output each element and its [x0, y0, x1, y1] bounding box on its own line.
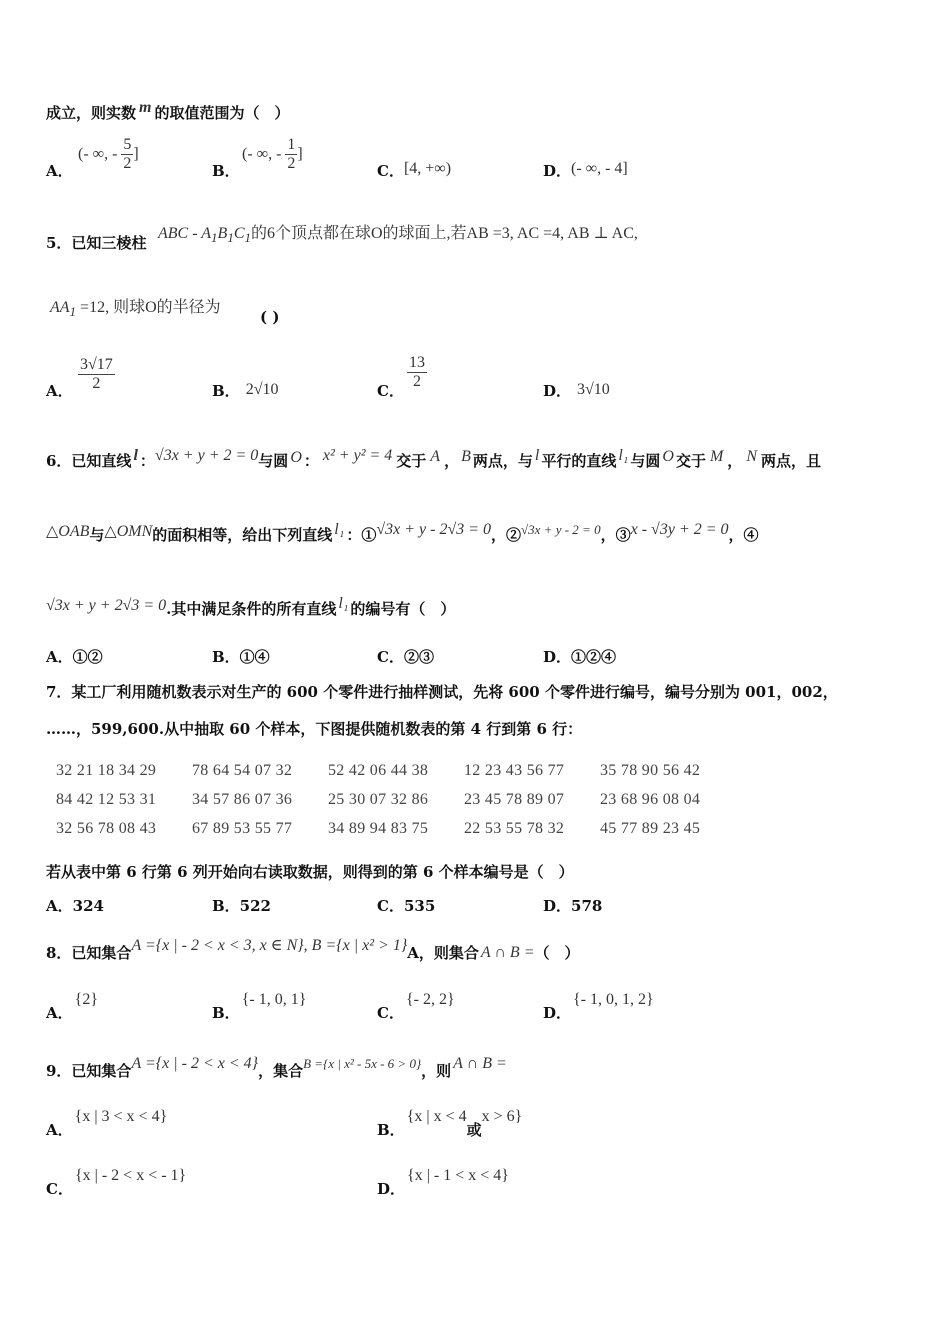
q4-stem — [46, 99, 290, 123]
q8-option-b[interactable] — [212, 991, 307, 1023]
q7-question: 若从表中第 6 行第 6 列开始向右读取数据，则得到的第 6 个样本编号是（ ） — [46, 863, 574, 881]
table-cell: 52 42 06 44 38 — [328, 761, 429, 779]
q6-text: 交于 — [675, 452, 706, 470]
q4-option-a[interactable] — [46, 160, 73, 181]
q5-option-b[interactable] — [212, 380, 278, 401]
option-math: (- ∞, - 4] — [571, 160, 628, 177]
q4-stem-pre: 成立，则实数 — [46, 104, 137, 122]
q6-circle-o-ref: O — [662, 448, 674, 465]
q9-option-c[interactable] — [46, 1167, 187, 1199]
q5-option-a[interactable] — [46, 380, 73, 401]
frac-num: 3√17 — [78, 356, 115, 375]
q6-eq-3: x - √3y + 2 = 0 — [630, 521, 729, 538]
q8-option-a[interactable] — [46, 991, 98, 1023]
q6-line1: 6．已知直线 l ：√3x + y + 2 = 0与圆 O ： x² + y² = 4 交于 A ， B 两点，与 l 平行的直线 l₁ 与圆 O 交于 M ， N 两点，且 — [46, 447, 821, 470]
q5-stem-line1: ABC - $A_1B_1C_1$的6个顶点都在球O的球面上,若AB =3, AC =4, AB ⊥ AC, — [158, 225, 638, 245]
q4-stem-post: 的取值范围为（ ） — [154, 104, 290, 122]
table-cell: 12 23 43 56 77 — [464, 761, 565, 779]
option-label: C． — [377, 162, 404, 180]
q5-number: 5．已知三棱柱 — [46, 234, 147, 252]
q6-line3 — [46, 595, 456, 619]
q9-set-b: B ={x | x² - 5x - 6 > 0} — [303, 1056, 422, 1071]
q4-option-b[interactable] — [212, 160, 240, 181]
frac-num: 5 — [121, 136, 133, 155]
q6-eq-1: √3x + y - 2√3 = 0 — [376, 521, 492, 538]
table-cell: 45 77 89 23 45 — [600, 819, 701, 837]
q9-stem — [46, 1055, 507, 1081]
q5-prism: ABC - A — [158, 225, 212, 242]
table-cell: 22 53 55 78 32 — [464, 819, 565, 837]
option-label: A． — [46, 1121, 73, 1139]
option-or: 或 — [466, 1121, 482, 1139]
frac-num: 1 — [285, 136, 297, 155]
q6-line-l1: l₁ — [618, 447, 629, 464]
frac-den: 2 — [123, 155, 132, 173]
q5-aa1: AA — [50, 299, 70, 316]
q8-set-b: {x | x² > 1} — [336, 937, 408, 954]
q6-line-l1-ref: l₁ — [334, 521, 345, 538]
table-cell: 34 89 94 83 75 — [328, 819, 429, 837]
q4-option-c[interactable] — [377, 160, 451, 181]
interval-close: ] — [133, 145, 139, 163]
q8-text: A，则集合 — [407, 944, 479, 962]
q9-option-b[interactable] — [377, 1108, 523, 1140]
q6-option-d[interactable]: D．①②④ — [543, 648, 617, 666]
q7-line1: 7．某工厂利用随机数表示对生产的 600 个零件进行抽样测试，先将 600 个零件进行编号，编号分别为 001，002， — [46, 683, 838, 701]
q6-text: 与圆 — [630, 452, 661, 470]
q9-set-a: A ={x | - 2 < x < 4} — [131, 1055, 259, 1072]
q6-text: 的编号有（ ） — [350, 600, 456, 618]
q8-intersection: A ∩ B = — [480, 944, 535, 961]
table-cell: 78 64 54 07 32 — [192, 761, 293, 779]
option-math: {- 2, 2} — [405, 991, 455, 1008]
q7-option-c[interactable]: C．535 — [377, 897, 436, 915]
q6-text: ，② — [491, 526, 522, 544]
q6-line-l-ref: l — [534, 447, 540, 464]
option-math: {- 1, 0, 1} — [241, 991, 307, 1008]
q6-option-a[interactable]: A．①② — [46, 648, 103, 666]
q4-var-m: m — [139, 99, 152, 116]
option-math: {2} — [74, 991, 98, 1008]
random-number-table — [56, 756, 736, 843]
q9-text: ，则 — [421, 1062, 452, 1080]
option-label: A． — [46, 162, 73, 180]
option-label: B． — [212, 162, 240, 180]
q6-text: 的面积相等，给出下列直线 — [152, 526, 333, 544]
table-cell: 23 68 96 08 04 — [600, 790, 701, 808]
q6-text: ：① — [346, 526, 377, 544]
option-math: 2√10 — [245, 381, 279, 398]
q7-option-a[interactable]: A．324 — [46, 897, 104, 915]
q6-eq-4: √3x + y + 2√3 = 0 — [46, 597, 167, 614]
q9-text: ，集合 — [258, 1062, 304, 1080]
q9-number: 9．已知集合 — [46, 1062, 132, 1080]
q6-text: ，③ — [600, 526, 631, 544]
option-label: C． — [46, 1180, 73, 1198]
table-cell: 35 78 90 56 42 — [600, 761, 701, 779]
table-cell: 67 89 53 55 77 — [192, 819, 293, 837]
table-cell: 23 45 78 89 07 — [464, 790, 565, 808]
option-label: C． — [377, 382, 404, 400]
interval-close: ] — [297, 145, 303, 163]
table-row — [56, 785, 736, 814]
table-row — [56, 814, 736, 843]
q6-option-b[interactable]: B．①④ — [212, 648, 270, 666]
q5-radius-question: =12, 则球O的半径为 — [76, 299, 221, 316]
q7-option-b[interactable]: B．522 — [212, 897, 271, 915]
q6-line-l: l — [133, 447, 138, 464]
interval-open: (- ∞, - — [78, 145, 118, 163]
table-row — [56, 756, 736, 785]
q4-option-a-math — [78, 136, 139, 174]
option-math: x > 6} — [481, 1108, 523, 1125]
q6-colon: ： — [139, 452, 155, 470]
q5-conditions: 的6个顶点都在球O的球面上,若AB =3, AC =4, AB ⊥ AC, — [250, 225, 638, 242]
q5-option-d[interactable] — [543, 380, 610, 401]
q6-eq-2: √3x + y - 2 = 0 — [521, 522, 601, 537]
q7-option-d[interactable]: D．578 — [543, 897, 603, 915]
q6-number: 6．已知直线 — [46, 452, 132, 470]
q6-text: 两点，且 — [760, 452, 821, 470]
q8-option-c[interactable] — [377, 991, 455, 1023]
option-label: B． — [212, 382, 240, 400]
table-cell: 32 56 78 08 43 — [56, 819, 157, 837]
q5-stem-line2: $AA_1 =12$, 则球O的半径为 — [50, 299, 221, 319]
q8-number: 8．已知集合 — [46, 944, 132, 962]
option-math: {- 1, 0, 1, 2} — [573, 991, 654, 1008]
option-math: 3√10 — [577, 381, 610, 398]
q6-triangle-omn: △OMN — [104, 523, 153, 540]
option-label: D． — [543, 382, 572, 400]
q6-eq-l: √3x + y + 2 = 0 — [154, 447, 259, 464]
q6-point-a: A — [430, 448, 441, 465]
option-label: B． — [212, 1004, 240, 1022]
option-math: {x | - 1 < x < 4} — [407, 1167, 509, 1184]
q6-text: 两点，与 — [472, 452, 533, 470]
q6-line-l1-ref2: l₁ — [338, 595, 349, 612]
q6-text: 与圆 — [258, 452, 289, 470]
q6-option-c[interactable]: C．②③ — [377, 648, 434, 666]
interval-open: (- ∞, - — [242, 145, 282, 163]
option-math: {x | 3 < x < 4} — [74, 1108, 168, 1125]
q5-option-a-math — [78, 356, 115, 394]
q6-text: 交于 — [396, 452, 427, 470]
q7-line2: ……，599,600.从中抽取 60 个样本，下图提供随机数表的第 4 行到第 6 行： — [46, 720, 583, 738]
option-math: {x | x < 4 — [406, 1108, 467, 1125]
frac-den: 2 — [92, 375, 101, 393]
q6-text: 平行的直线 — [541, 452, 617, 470]
q6-point-b: B — [461, 448, 471, 465]
q6-triangle-oab: △OAB — [46, 523, 90, 540]
q6-text: ，④ — [728, 526, 759, 544]
q5-option-c-math — [407, 354, 427, 392]
frac-num: 13 — [407, 354, 427, 373]
random-number-table-grid — [56, 756, 736, 843]
table-cell: 32 21 18 34 29 — [56, 761, 157, 779]
q8-paren: （ ） — [534, 944, 580, 962]
table-cell: 34 57 86 07 36 — [192, 790, 293, 808]
option-label: A． — [46, 1004, 73, 1022]
table-cell: 25 30 07 32 86 — [328, 790, 429, 808]
q5-option-c[interactable] — [377, 380, 404, 401]
q9-intersection: A ∩ B = — [453, 1055, 507, 1072]
option-label: D． — [543, 162, 572, 180]
q9-option-a[interactable] — [46, 1108, 168, 1140]
option-math: [4, +∞) — [403, 160, 452, 177]
frac-den: 2 — [413, 373, 421, 391]
q6-eq-o: x² + y² = 4 — [322, 447, 393, 464]
q6-circle-o: O — [290, 449, 302, 466]
q6-line2 — [46, 521, 759, 545]
q8-stem — [46, 937, 580, 963]
q6-text: 与 — [89, 526, 105, 544]
q4-option-d[interactable] — [543, 160, 628, 181]
q5-paren: ( ) — [260, 308, 280, 326]
q6-point-n: N — [746, 448, 757, 465]
option-label: D． — [543, 1004, 572, 1022]
table-cell: 84 42 12 53 31 — [56, 790, 157, 808]
q8-set-a: A ={x | - 2 < x < 3, x ∈ N}, B = — [131, 937, 337, 954]
option-label: C． — [377, 1004, 404, 1022]
option-math: {x | - 2 < x < - 1} — [74, 1167, 187, 1184]
option-label: A． — [46, 382, 73, 400]
option-label: D． — [377, 1180, 406, 1198]
q8-option-d[interactable] — [543, 991, 654, 1023]
q6-text: .其中满足条件的所有直线 — [166, 600, 337, 618]
q4-option-b-math — [242, 136, 303, 174]
option-label: B． — [377, 1121, 405, 1139]
q9-option-d[interactable] — [377, 1167, 509, 1199]
frac-den: 2 — [287, 155, 296, 173]
q6-point-m: M — [709, 448, 724, 465]
